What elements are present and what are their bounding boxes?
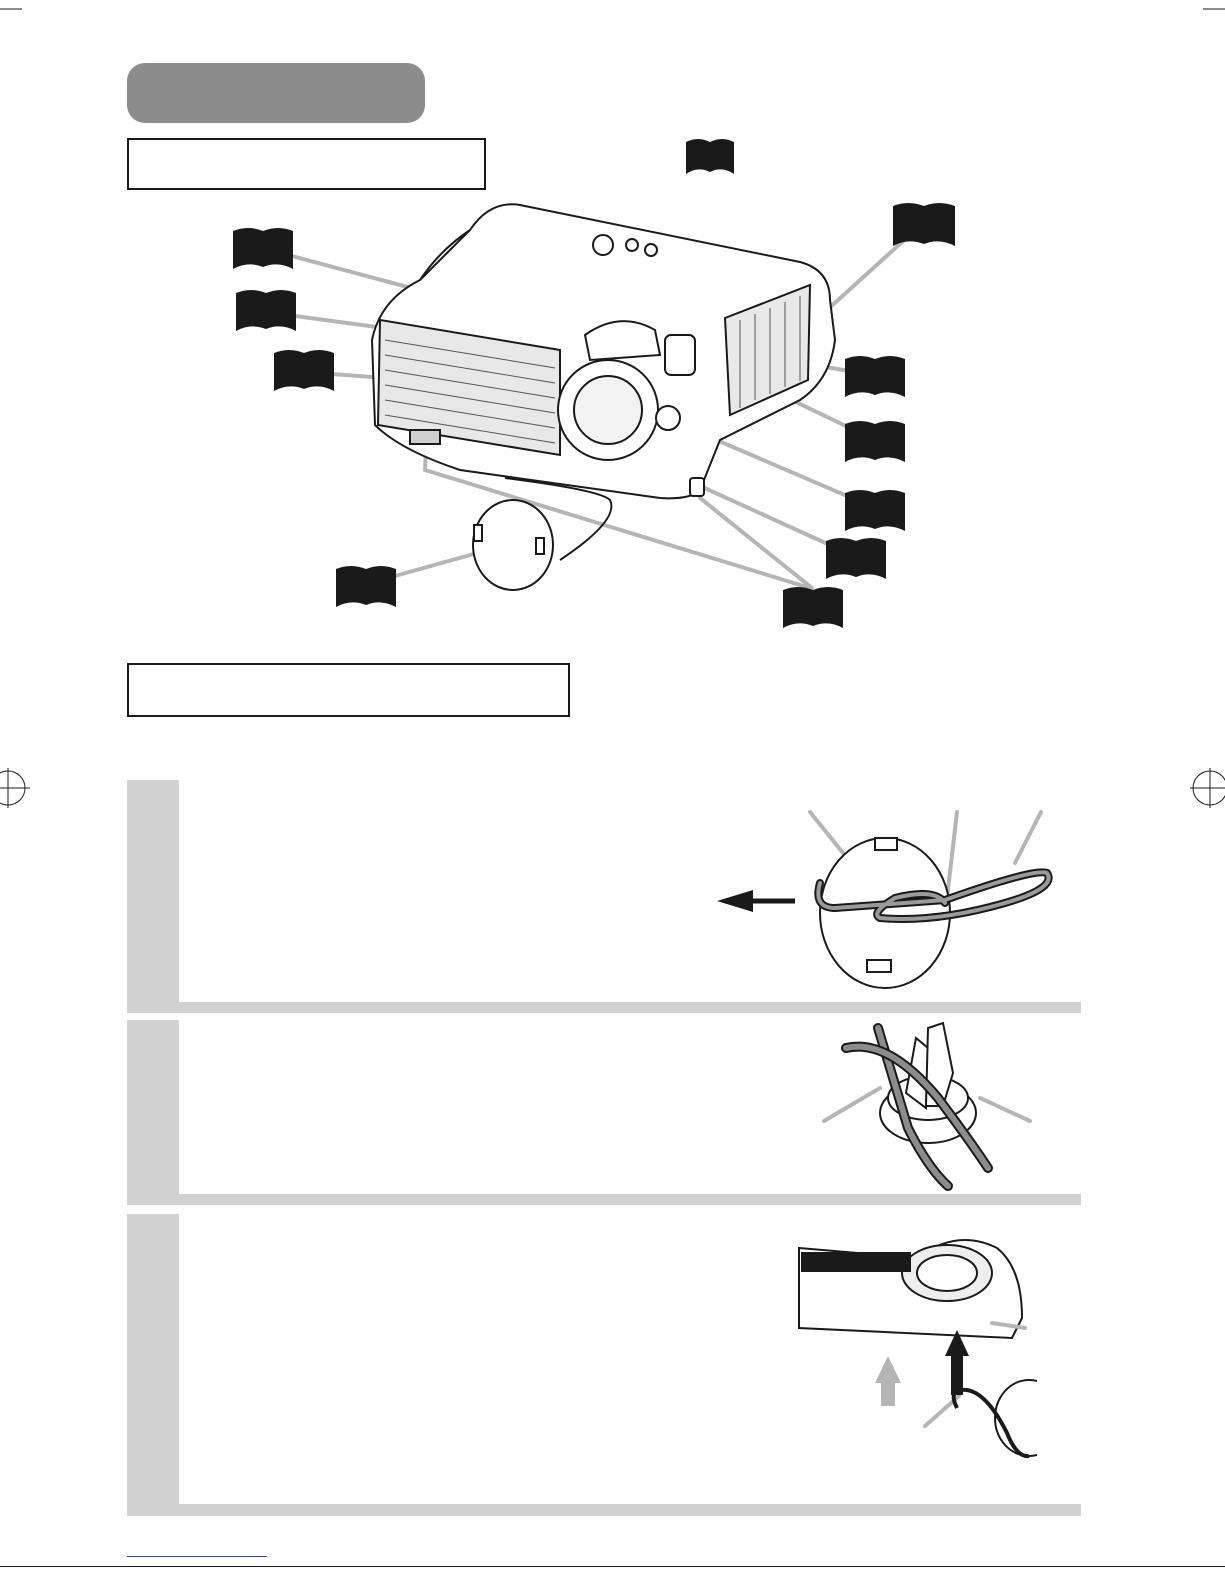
step-1-illustration <box>705 808 1085 998</box>
book-tab-icon <box>826 535 886 579</box>
step-2-illustration <box>818 1018 1048 1193</box>
lens-cap-heading-box <box>127 663 570 717</box>
book-tab-icon <box>783 584 843 628</box>
book-tab-icon <box>274 347 334 391</box>
book-tab-icon <box>233 225 293 269</box>
book-tab-icon <box>686 136 736 174</box>
book-tab-icon <box>236 287 296 331</box>
projector-diagram <box>0 0 1225 650</box>
footer-mark <box>127 1556 267 1557</box>
book-tab-icon <box>336 563 396 607</box>
book-tab-icon <box>845 487 905 531</box>
book-tab-icon <box>845 418 905 462</box>
book-tab-icon <box>893 200 955 246</box>
footer-line <box>0 1566 1225 1567</box>
step-3-illustration <box>797 1228 1037 1468</box>
book-tab-icon <box>845 353 905 397</box>
